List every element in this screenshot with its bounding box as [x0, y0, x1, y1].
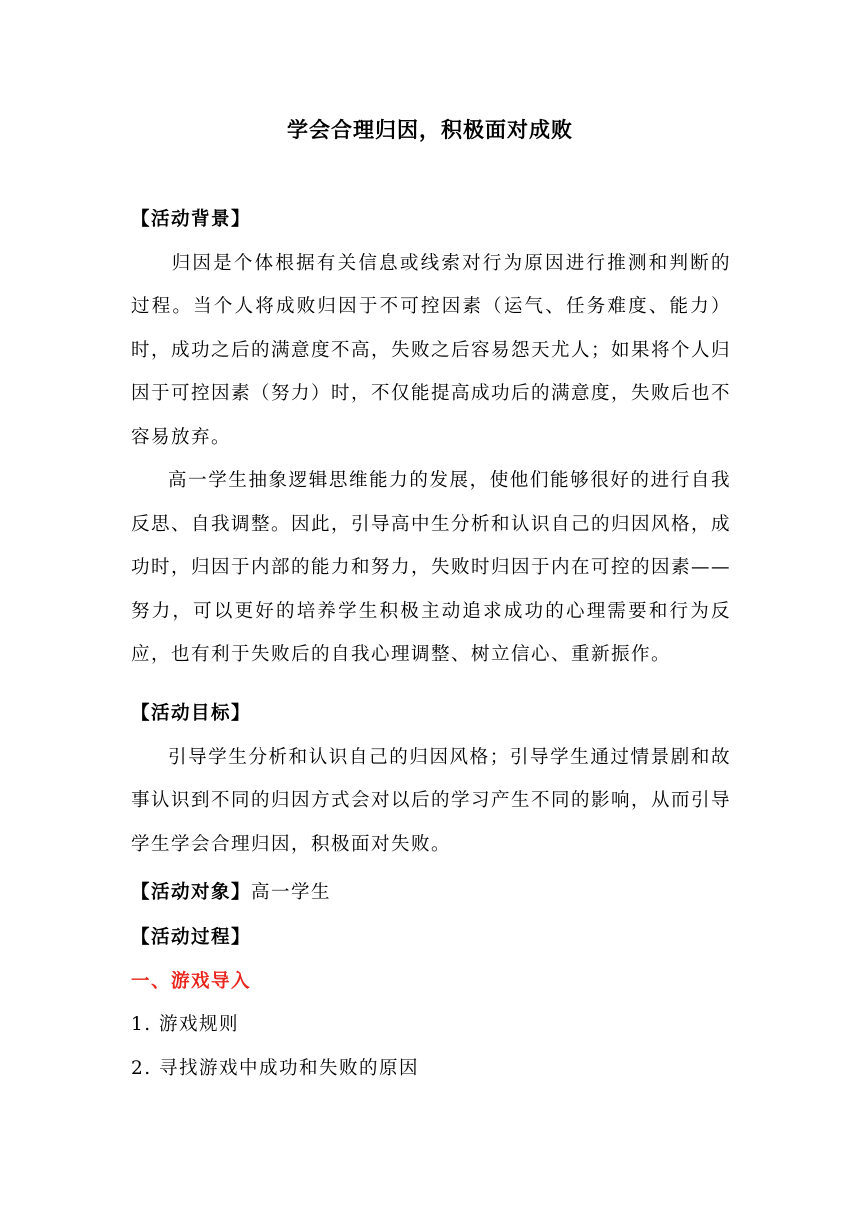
background-section: [131, 198, 731, 677]
background-paragraph-2: 高一学生抽象逻辑思维能力的发展，使他们能够很好的进行自我反思、自我调整。因此，引导高中生分析和认识自己的归因风格，成功时，归因于内部的能力和努力，失败时归因于内在可控的因素——努力，可以更好的培养学生积极主动追求成功的心理需要和行为反应，也有利于失败后的自我心理调整、树立信心、重新振作。: [131, 470, 732, 665]
background-heading: 【活动背景】: [131, 209, 252, 230]
target-heading: 【活动对象】: [131, 882, 252, 903]
goal-section: [131, 692, 731, 866]
process-item-2: 2. 寻找游戏中成功和失败的原因: [131, 1057, 420, 1079]
step1-heading: 一、游戏导入: [131, 970, 252, 992]
document-title: 学会合理归因，积极面对成败: [287, 117, 573, 142]
goal-paragraph: 引导学生分析和认识自己的归因风格；引导学生通过情景剧和故事认识到不同的归因方式会对以后的学习产生不同的影响，从而引导学生学会合理归因，积极面对失败。: [131, 746, 732, 855]
process-section: [131, 916, 731, 1090]
process-heading: 【活动过程】: [131, 927, 252, 948]
background-paragraph-1: 归因是个体根据有关信息或线索对行为原因进行推测和判断的过程。当个人将成败归因于不可控因素（运气、任务难度、能力）时，成功之后的满意度不高，失败之后容易怨天尤人；如果将个人归因于可控因素（努力）时，不仅能提高成功后的满意度，失败后也不容易放弃。: [131, 252, 732, 448]
goal-heading: 【活动目标】: [131, 703, 252, 724]
process-item-1: 1. 游戏规则: [131, 1014, 240, 1035]
target-value: 高一学生: [251, 882, 332, 903]
target-section: [131, 871, 731, 915]
